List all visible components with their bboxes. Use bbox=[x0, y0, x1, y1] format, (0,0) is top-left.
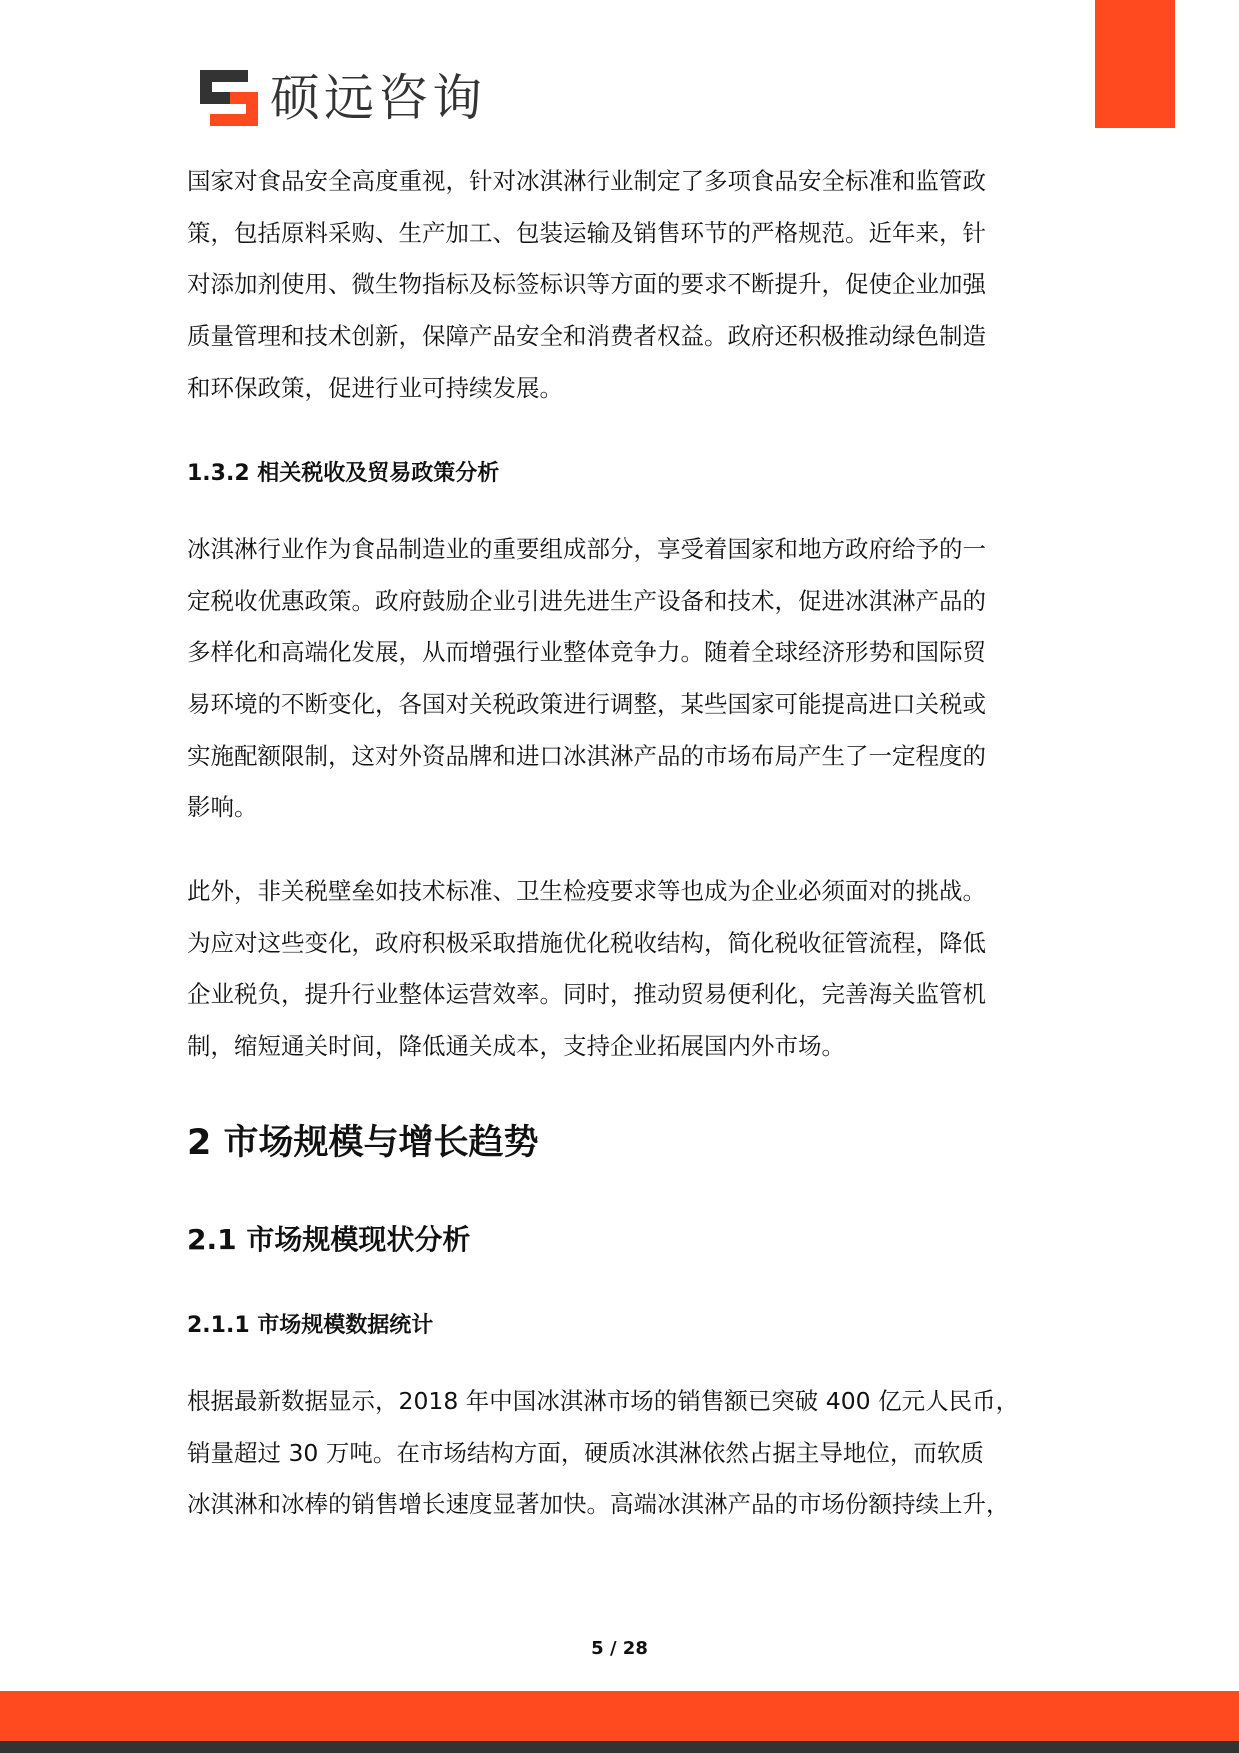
logo-mark-icon bbox=[200, 70, 258, 126]
heading-1-3-2: 1.3.2 相关税收及贸易政策分析 bbox=[187, 461, 500, 486]
text-line: 根据最新数据显示，2018 年中国冰淇淋市场的销售额已突破 400 亿元人民币， bbox=[187, 1387, 1020, 1415]
text-line: 策，包括原料采购、生产加工、包装运输及销售环节的严格规范。近年来，针 bbox=[187, 218, 986, 247]
corner-accent bbox=[1095, 0, 1175, 128]
paragraph-market-data bbox=[187, 1376, 1019, 1531]
text-line: 实施配额限制，这对外资品牌和进口冰淇淋产品的市场布局产生了一定程度的 bbox=[187, 741, 986, 770]
footer-dark-bar bbox=[0, 1741, 1239, 1753]
text-line: 销量超过 30 万吨。在市场结构方面，硬质冰淇淋依然占据主导地位，而软质 bbox=[187, 1438, 984, 1467]
heading-2-1: 2.1 市场规模现状分析 bbox=[187, 1223, 471, 1256]
logo-text: 硕远咨询 bbox=[270, 69, 486, 127]
text-line: 冰淇淋行业作为食品制造业的重要组成部分，享受着国家和地方政府给予的一 bbox=[187, 535, 986, 563]
text-line: 影响。 bbox=[187, 793, 258, 822]
text-line: 对添加剂使用、微生物指标及标签标识等方面的要求不断提升，促使企业加强 bbox=[187, 270, 986, 299]
text-line: 制，缩短通关时间，降低通关成本，支持企业拓展国内外市场。 bbox=[187, 1032, 845, 1061]
text-line: 此外，非关税壁垒如技术标准、卫生检疫要求等也成为企业必须面对的挑战。 bbox=[187, 877, 986, 905]
heading-2: 2 市场规模与增长趋势 bbox=[187, 1123, 539, 1163]
paragraph-tax-policy bbox=[187, 524, 986, 834]
text-line: 定税收优惠政策。政府鼓励企业引进先进生产设备和技术，促进冰淇淋产品的 bbox=[187, 586, 986, 615]
text-line: 易环境的不断变化，各国对关税政策进行调整，某些国家可能提高进口关税或 bbox=[187, 690, 986, 719]
text-line: 和环保政策，促进行业可持续发展。 bbox=[187, 373, 563, 402]
footer-accent-bar bbox=[0, 1691, 1239, 1741]
paragraph-non-tariff bbox=[187, 866, 986, 1073]
text-line: 冰淇淋和冰棒的销售增长速度显著加快。高端冰淇淋产品的市场份额持续上升， bbox=[187, 1490, 1010, 1519]
heading-2-1-1: 2.1.1 市场规模数据统计 bbox=[187, 1313, 434, 1338]
paragraph-food-safety bbox=[187, 156, 986, 414]
page-number: 5 / 28 bbox=[591, 1638, 648, 1659]
text-line: 为应对这些变化，政府积极采取措施优化税收结构，简化税收征管流程，降低 bbox=[187, 928, 986, 957]
text-line: 质量管理和技术创新，保障产品安全和消费者权益。政府还积极推动绿色制造 bbox=[187, 322, 986, 351]
text-line: 多样化和高端化发展，从而增强行业整体竞争力。随着全球经济形势和国际贸 bbox=[187, 638, 986, 667]
logo bbox=[200, 70, 486, 126]
text-line: 企业税负，提升行业整体运营效率。同时，推动贸易便利化，完善海关监管机 bbox=[187, 980, 986, 1009]
text-line: 国家对食品安全高度重视，针对冰淇淋行业制定了多项食品安全标准和监管政 bbox=[187, 167, 986, 195]
